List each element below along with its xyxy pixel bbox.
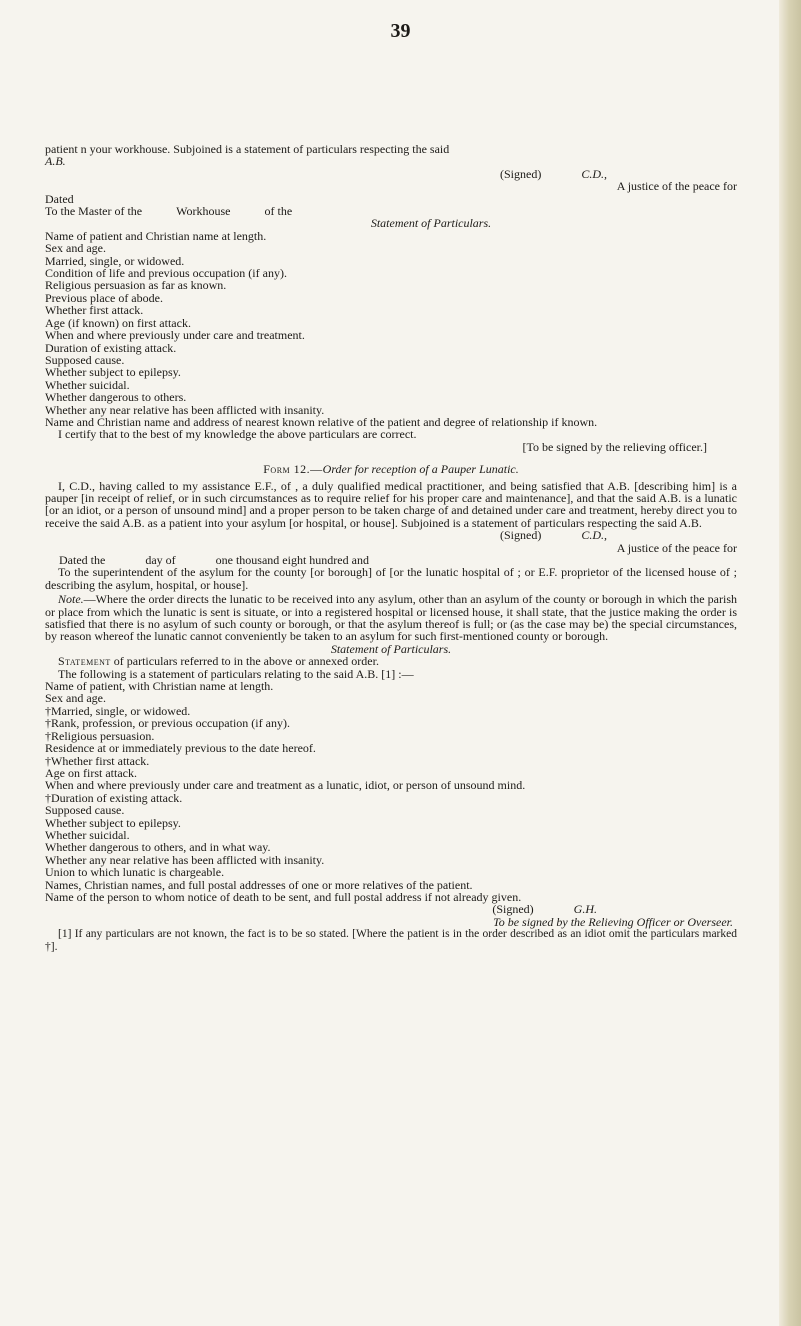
particular-item: Religious persuasion as far as known. (45, 278, 227, 293)
particulars-list-2 (45, 680, 737, 903)
dated-a: Dated the (59, 553, 106, 567)
statement-lead-caps: Statement (58, 654, 111, 669)
signed-name: C.D., (581, 528, 607, 543)
relieving-officer-note: [To be signed by the relieving officer.] (522, 439, 707, 454)
form-12-label: Form 12.— (263, 462, 323, 477)
statement-heading-1: Statement of Particulars. (370, 216, 492, 231)
particular-item: Supposed cause. (45, 352, 125, 367)
form-12-heading: Order for reception of a Pauper Lunatic. (322, 462, 519, 477)
particular-item: Name of patient and Christian name at length. (45, 228, 267, 243)
signed-label: (Signed) (500, 166, 542, 181)
particular-item: Whether dangerous to others, and in what way. (45, 840, 271, 855)
statement-lead-rest: of particulars referred to in the above or annexed order. (110, 654, 379, 669)
particular-item: Sex and age. (45, 241, 106, 256)
particular-item: Previous place of abode. (45, 290, 163, 305)
opening-ab: A.B. (45, 154, 66, 169)
particular-item: Whether suicidal. (45, 827, 130, 842)
signed-label: (Signed) (500, 528, 542, 543)
particular-item: †Married, single, or widowed. (45, 703, 191, 718)
form-12-signature-row (45, 529, 737, 541)
page-edge-shadow (779, 0, 801, 1326)
particular-item: †Duration of existing attack. (45, 790, 183, 805)
following-line: The following is a statement of particulars relating to the said A.B. [1] :— (58, 666, 414, 681)
particular-item: Whether subject to epilepsy. (45, 815, 181, 830)
note-text: —Where the order directs the lunatic to be received into any asylum, other than an asylum of the county or borough in which the parish or place from which the lunatic is sent is situate, or into a registered hospital or licensed house, it shall state, that the justice making the order is satisfied that there is no asylum of such county or borough, or that the asylum thereof is full; or (as the case may be) the special circumstances, by reason whereof the lunatic cannot conveniently be taken to an asylum for such first-mentioned county or borough. (45, 592, 737, 644)
particular-item: Age (if known) on first attack. (45, 315, 191, 330)
overseer-note: To be signed by the Relieving Officer or Overseer. (493, 914, 733, 929)
signed-title: A justice of the peace for (616, 540, 737, 555)
particular-item: Whether suicidal. (45, 377, 130, 392)
particular-item: When and where previously under care and treatment as a lunatic, idiot, or person of unsound mind. (45, 778, 526, 793)
particular-item: Names, Christian names, and full postal addresses of one or more relatives of the patient. (45, 877, 473, 892)
form-12-title (45, 463, 737, 475)
particular-item: Age on first attack. (45, 765, 137, 780)
opening-line (45, 143, 737, 168)
particular-item: Duration of existing attack. (45, 340, 177, 355)
particular-item: Whether any near relative has been afflicted with insanity. (45, 852, 325, 867)
certify-line: I certify that to the best of my knowledge the above particulars are correct. (58, 427, 417, 442)
opening-text: patient n your workhouse. Subjoined is a statement of particulars respecting the said (45, 142, 450, 156)
to-master-a: To the Master of the (45, 204, 143, 219)
dated-label: Dated (45, 191, 74, 206)
particular-item: Condition of life and previous occupation (if any). (45, 266, 287, 281)
particular-item: Name of the person to whom notice of death to be sent, and full postal address if not already given. (45, 889, 522, 904)
statement-lead (45, 655, 737, 667)
page-number: 39 (390, 20, 411, 42)
to-master-b: Workhouse (176, 204, 231, 219)
superintendent-line: To the superintendent of the asylum for the county [or borough] of [or the lunatic hospital of ; or E.F. proprietor of the licensed house of ; describing the asylum, hospital, or house]. (45, 565, 737, 592)
note-label: Note. (58, 592, 84, 607)
footnote: [1] If any particulars are not known, the fact is to be so stated. [Where the patient is in the order described as an idiot omit the particulars marked †]. (45, 928, 737, 953)
particular-item: Sex and age. (45, 691, 106, 706)
particular-item: †Whether first attack. (45, 753, 150, 768)
particular-item: Whether subject to epilepsy. (45, 365, 181, 380)
signed-name: C.D., (581, 166, 607, 181)
particular-item: †Rank, profession, or previous occupation (if any). (45, 716, 290, 731)
note-paragraph (45, 593, 737, 643)
particular-item: Supposed cause. (45, 803, 125, 818)
page-body (45, 143, 737, 953)
form-12-paragraph: I, C.D., having called to my assistance E.F., of , a duly qualified medical practitioner, and being satisfied that A.B. [describing him] is a pauper [in receipt of relief, or in such circumstances as to require relief for his proper care and maintenance], and that the said A.B. is a lunatic [or an idiot, or a person of unsound mind] and a proper person to be taken charge of and detained under care and treatment, hereby direct you to receive the said A.B. as a patient into your asylum [or hospital, or house]. Subjoined is a statement of particulars respecting the said A.B. (45, 478, 737, 530)
particulars-list-1 (45, 230, 737, 441)
signed-label: (Signed) (492, 902, 534, 917)
particular-item: Name of patient, with Christian name at length. (45, 679, 274, 694)
particular-item: †Religious persuasion. (45, 728, 155, 743)
particular-item: Union to which lunatic is chargeable. (45, 865, 225, 880)
particular-item: Whether first attack. (45, 303, 144, 318)
particular-item: Married, single, or widowed. (45, 253, 185, 268)
statement-heading-2: Statement of Particulars. (330, 641, 452, 656)
particular-item: Whether any near relative has been afflicted with insanity. (45, 402, 325, 417)
signed-name-gh: G.H. (573, 902, 597, 917)
particular-item: When and where previously under care and treatment. (45, 328, 305, 343)
particular-item: Whether dangerous to others. (45, 390, 187, 405)
signed-title: A justice of the peace for (616, 179, 737, 194)
particular-item: Name and Christian name and address of nearest known relative of the patient and degree of relationship if known. (45, 414, 598, 429)
particular-item: Residence at or immediately previous to the date hereof. (45, 741, 316, 756)
to-master-c: of the (264, 204, 293, 219)
dated-c: one thousand eight hundred and (215, 553, 369, 567)
dated-b: day of (145, 553, 176, 567)
